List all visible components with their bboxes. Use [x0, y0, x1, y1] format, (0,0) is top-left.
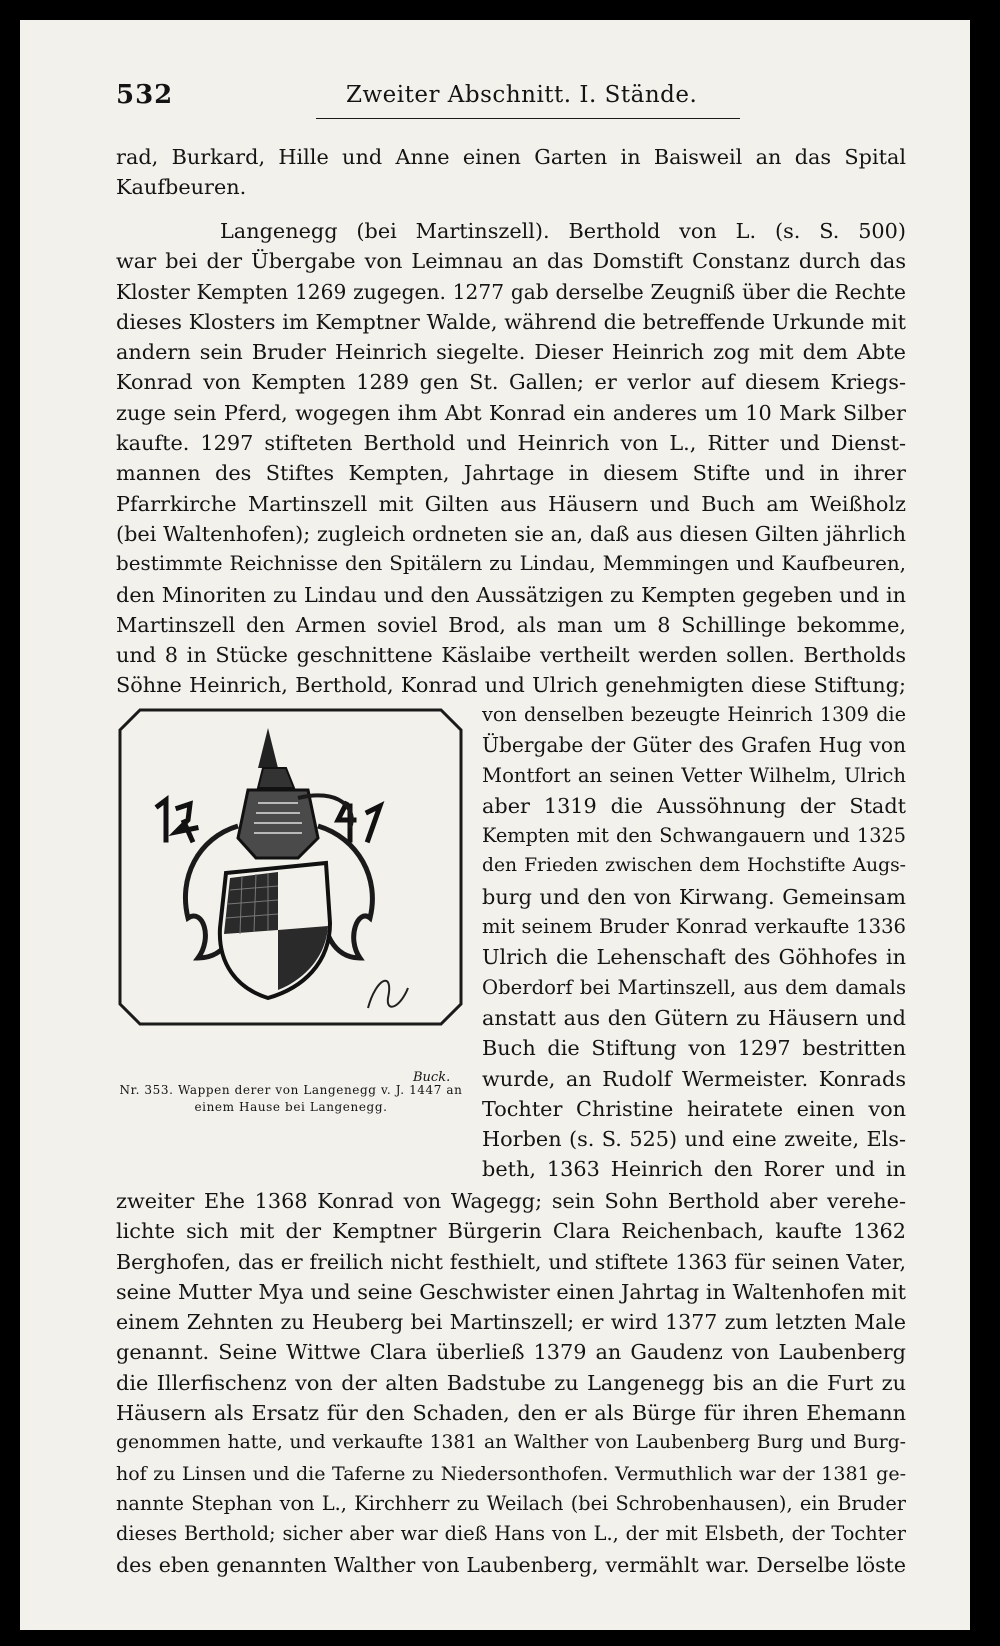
text-line: Buch die Stiftung von 1297 bestritten [482, 1036, 906, 1061]
text-line: des eben genannten Walther von Laubenberg, vermählt war. Derselbe löste [116, 1552, 906, 1577]
text-line: lichte sich mit der Kemptner Bürgerin Clara Reichenbach, kaufte 1362 [116, 1219, 906, 1244]
text-line: Berghofen, das er freilich nicht festhielt, und stiftete 1363 für seinen Vater, [116, 1249, 906, 1274]
text-line: genannt. Seine Wittwe Clara überließ 1379 an Gaudenz von Laubenberg [116, 1340, 906, 1365]
text-line: Kaufbeuren. [116, 175, 247, 200]
text-line: mit seinem Bruder Konrad verkaufte 1336 [482, 915, 906, 939]
text-line: Söhne Heinrich, Berthold, Konrad und Ulrich genehmigten diese Stiftung; [116, 673, 906, 698]
page-header [116, 78, 746, 126]
text-line: Horben (s. S. 525) und eine zweite, Els- [482, 1127, 906, 1152]
text-line: dieses Klosters im Kemptner Walde, während die betreffende Urkunde mit [116, 309, 906, 334]
text-line: beth, 1363 Heinrich den Rorer und in [482, 1157, 906, 1182]
running-title: Zweiter Abschnitt. I. Stände. [346, 82, 698, 108]
text-line: seine Mutter Mya und seine Geschwister einen Jahrtag in Waltenhofen mit [116, 1279, 906, 1304]
text-line: Übergabe der Güter des Grafen Hug von [482, 733, 906, 758]
figure-caption: Nr. 353. Wappen derer von Langenegg v. J. 1447 an einem Hause bei Langenegg. [119, 1083, 463, 1114]
text-line [116, 216, 906, 246]
text-line: Montfort an seinen Vetter Wilhelm, Ulrich [482, 763, 906, 787]
text-line: die Illerfischenz von der alten Badstube zu Langenegg bis an die Furt zu [116, 1370, 906, 1395]
text-line: Konrad von Kempten 1289 gen St. Gallen; er verlor auf diesem Kriegs- [116, 370, 906, 395]
text-line: hof zu Linsen und die Taferne zu Niedersonthofen. Vermuthlich war der 1381 ge- [116, 1462, 906, 1485]
text-line: burg und den von Kirwang. Gemeinsam [482, 884, 906, 909]
text-line: von denselben bezeugte Heinrich 1309 die [482, 703, 906, 726]
text-line: kaufte. 1297 stifteten Berthold und Heinrich von L., Ritter und Dienst- [116, 431, 906, 456]
header-rule [316, 118, 740, 119]
text-line: Tochter Christine heiratete einen von [482, 1096, 906, 1121]
paragraph-top [116, 142, 906, 203]
text-line-content: Langenegg (bei Martinszell). Berthold von L. (s. S. 500) [220, 219, 906, 243]
text-line: zuge sein Pferd, wogegen ihm Abt Konrad ein anderes um 10 Mark Silber [116, 400, 906, 425]
text-line: den Frieden zwischen dem Hochstifte Augs- [482, 855, 906, 877]
text-line: einem Zehnten zu Heuberg bei Martinszell; er wird 1377 zum letzten Male [116, 1310, 906, 1335]
book-page [20, 20, 970, 1630]
text-line: aber 1319 die Aussöhnung der Stadt [482, 793, 906, 818]
text-line: zweiter Ehe 1368 Konrad von Wagegg; sein Sohn Berthold aber verehe- [116, 1189, 906, 1213]
paragraph-langenegg [116, 216, 906, 701]
paragraph-wrap-column [482, 700, 906, 1185]
coat-of-arms-illustration [118, 708, 463, 1068]
text-line: und 8 in Stücke geschnittene Käslaibe vertheilt werden sollen. Bertholds [116, 643, 906, 668]
text-line: Häusern als Ersatz für den Schaden, den er als Bürge für ihren Ehemann [116, 1401, 906, 1426]
text-line: dieses Berthold; sicher aber war dieß Hans von L., der mit Elsbeth, der Tochter [116, 1522, 906, 1546]
text-line: Martinszell den Armen soviel Brod, als man um 8 Schillinge bekomme, [116, 612, 906, 637]
text-line: bestimmte Reichnisse den Spitälern zu Lindau, Memmingen und Kaufbeuren, [116, 552, 906, 576]
text-line: genommen hatte, und verkaufte 1381 an Walther von Laubenberg Burg und Burg- [116, 1432, 906, 1454]
text-line: Ulrich die Lehenschaft des Göhhofes in [482, 945, 906, 970]
figure-credit: Buck. [413, 1070, 451, 1085]
text-line: war bei der Übergabe von Leimnau an das Domstift Constanz durch das [116, 249, 906, 274]
text-line: nannte Stephan von L., Kirchherr zu Weilach (bei Schrobenhausen), ein Bruder [116, 1491, 906, 1515]
text-line: anstatt aus den Gütern zu Häusern und [482, 1005, 906, 1030]
text-line: Kloster Kempten 1269 zugegen. 1277 gab derselbe Zeugniß über die Rechte [116, 279, 906, 304]
text-line: andern sein Bruder Heinrich siegelte. Dieser Heinrich zog mit dem Abte [116, 340, 906, 365]
text-line: den Minoriten zu Lindau und den Aussätzigen zu Kempten gegeben und in [116, 582, 906, 607]
text-line: mannen des Stiftes Kempten, Jahrtage in diesem Stifte und in ihrer [116, 461, 906, 486]
text-line: Pfarrkirche Martinszell mit Gilten aus Häusern und Buch am Weißholz [116, 491, 906, 516]
paragraph-bottom [116, 1186, 906, 1580]
page-number: 532 [116, 80, 174, 110]
text-line: (bei Waltenhofen); zugleich ordneten sie an, daß aus diesen Gilten jährlich [116, 521, 906, 546]
text-line: rad, Burkard, Hille und Anne einen Garten in Baisweil an das Spital [116, 145, 906, 169]
text-line: wurde, an Rudolf Wermeister. Konrads [482, 1066, 906, 1091]
coat-of-arms-figure [118, 708, 463, 1068]
text-line: Kempten mit den Schwangauern und 1325 [482, 824, 906, 848]
text-line: Oberdorf bei Martinszell, aus dem damals [482, 975, 906, 999]
